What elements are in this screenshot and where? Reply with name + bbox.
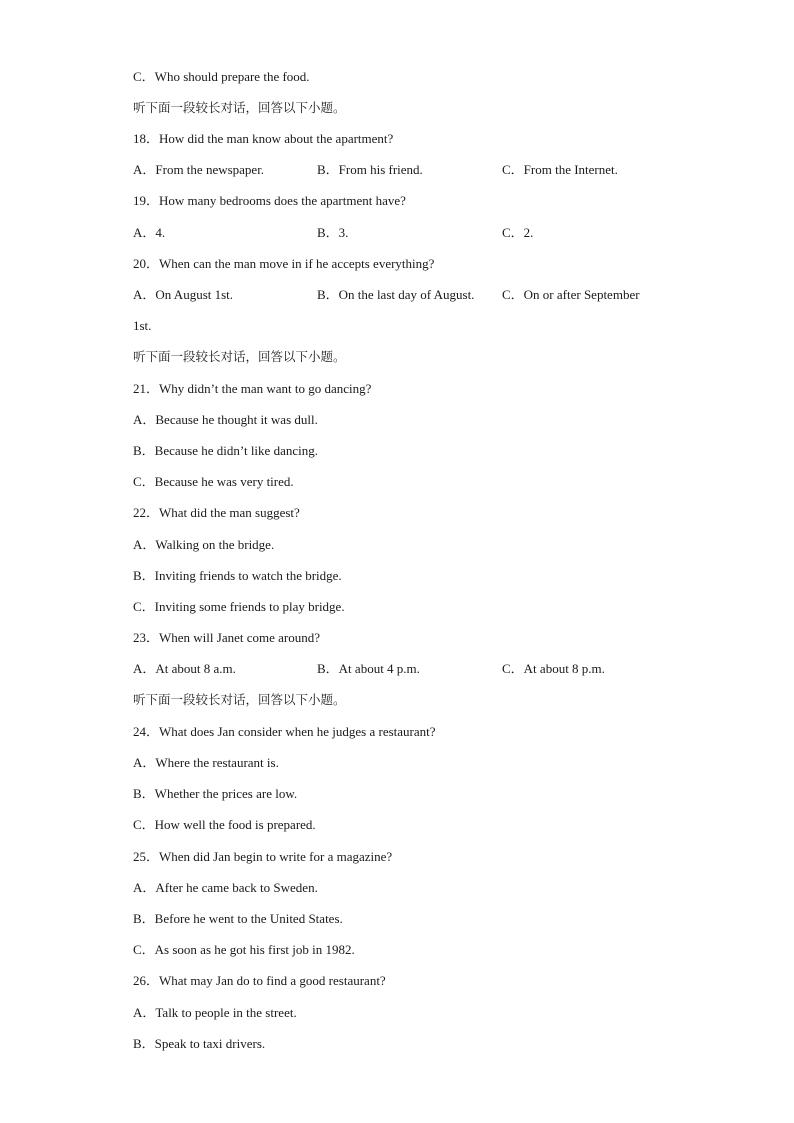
question-19: 19．How many bedrooms does the apartment have? — [133, 193, 406, 208]
option-25a: A．After he came back to Sweden. — [133, 880, 318, 895]
question-24: 24．What does Jan consider when he judges a restaurant? — [133, 724, 436, 739]
option-17c: C．Who should prepare the food. — [133, 69, 310, 84]
option-24c: C．How well the food is prepared. — [133, 817, 316, 832]
question-25: 25．When did Jan begin to write for a magazine? — [133, 849, 393, 864]
question-18: 18．How did the man know about the apartment? — [133, 131, 394, 146]
option-25b: B．Before he went to the United States. — [133, 911, 343, 926]
option-25c: C．As soon as he got his first job in 1982. — [133, 942, 355, 957]
option-18b: B．From his friend. — [317, 162, 423, 177]
option-22c: C．Inviting some friends to play bridge. — [133, 599, 345, 614]
option-23a: A．At about 8 a.m. — [133, 661, 236, 676]
question-21: 21．Why didn’t the man want to go dancing? — [133, 381, 372, 396]
section-instruction: 听下面一段较长对话，回答以下小题。 — [133, 100, 346, 115]
option-20a: A．On August 1st. — [133, 287, 234, 302]
option-24b: B．Whether the prices are low. — [133, 786, 298, 801]
option-22b: B．Inviting friends to watch the bridge. — [133, 568, 342, 583]
option-18a: A．From the newspaper. — [133, 162, 265, 177]
option-24a: A．Where the restaurant is. — [133, 755, 279, 770]
option-26b: B．Speak to taxi drivers. — [133, 1036, 266, 1051]
option-19b: B．3. — [317, 225, 349, 240]
option-21b: B．Because he didn’t like dancing. — [133, 443, 318, 458]
option-23c: C．At about 8 p.m. — [502, 661, 605, 676]
option-20c-continued: 1st. — [133, 318, 152, 333]
section-instruction: 听下面一段较长对话，回答以下小题。 — [133, 692, 346, 707]
option-19c: C．2. — [502, 225, 534, 240]
question-26: 26．What may Jan do to find a good restaurant? — [133, 973, 386, 988]
option-26a: A．Talk to people in the street. — [133, 1005, 297, 1020]
option-22a: A．Walking on the bridge. — [133, 537, 275, 552]
option-19a: A．4. — [133, 225, 166, 240]
question-22: 22．What did the man suggest? — [133, 505, 300, 520]
option-21c: C．Because he was very tired. — [133, 474, 294, 489]
question-20: 20．When can the man move in if he accepts everything? — [133, 256, 435, 271]
option-20c: C．On or after September — [502, 287, 640, 302]
option-21a: A．Because he thought it was dull. — [133, 412, 318, 427]
option-23b: B．At about 4 p.m. — [317, 661, 420, 676]
option-18c: C．From the Internet. — [502, 162, 618, 177]
section-instruction: 听下面一段较长对话，回答以下小题。 — [133, 349, 346, 364]
option-20b: B．On the last day of August. — [317, 287, 475, 302]
question-23: 23．When will Janet come around? — [133, 630, 320, 645]
